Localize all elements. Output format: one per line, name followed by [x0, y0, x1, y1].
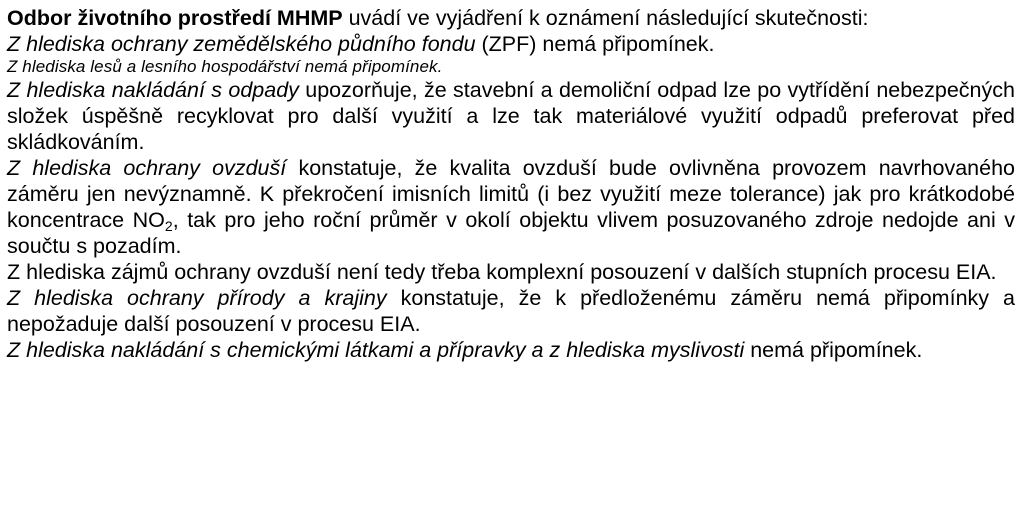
department-name: Odbor životního prostředí MHMP — [7, 6, 343, 30]
air-text-part2: , tak pro jeho roční průměr v okolí objektu vlivem posuzovaného zdroje nedojde ani v součtu s pozadím. — [7, 208, 1016, 258]
zpf-text: (ZPF) nemá připomínek. — [475, 32, 715, 56]
document-page — [7, 5, 1015, 363]
chemicals-heading: Z hlediska nakládání s chemickými látkami a přípravky a z hlediska myslivosti — [7, 338, 745, 362]
forest-text: Z hlediska lesů a lesního hospodářství nemá připomínek. — [7, 57, 443, 76]
intro-paragraph — [7, 5, 1015, 31]
nature-text: konstatuje, že k předloženému záměru nemá připomínky a nepožaduje další posouzení v procesu EIA. — [7, 286, 1015, 336]
zpf-heading: Z hlediska ochrany zemědělského půdního fondu — [7, 32, 476, 56]
chemicals-paragraph — [7, 337, 1015, 363]
air-conclusion-paragraph — [7, 259, 1015, 285]
intro-text: uvádí ve vyjádření k oznámení následující skutečnosti: — [342, 6, 869, 30]
waste-heading: Z hlediska nakládání s odpady — [7, 78, 299, 102]
forest-paragraph — [7, 57, 1015, 77]
waste-text: upozorňuje, že stavební a demoliční odpad lze po vytřídění nebezpečných složek úspěšně recyklovat pro další využití a lze tak materiálové využití odpadů preferovat před skládkováním. — [7, 78, 1015, 154]
nature-paragraph — [7, 285, 1015, 337]
waste-paragraph — [7, 77, 1015, 155]
chemicals-text: nemá připomínek. — [744, 338, 923, 362]
nature-heading: Z hlediska ochrany přírody a krajiny — [7, 286, 387, 310]
air-text-part1: konstatuje, že kvalita ovzduší bude ovlivněna provozem navrhovaného záměru jen nevýznamně. K překročení imisních limitů (i bez využití meze tolerance) jak pro krátkodobé koncentrace NO — [7, 156, 1015, 232]
air-paragraph — [7, 155, 1015, 259]
zpf-paragraph — [7, 31, 1015, 57]
air-conclusion-text: Z hlediska zájmů ochrany ovzduší není tedy třeba komplexní posouzení v dalších stupních procesu EIA. — [7, 260, 997, 284]
no2-subscript: 2 — [164, 218, 173, 234]
air-heading: Z hlediska ochrany ovzduší — [7, 156, 287, 180]
